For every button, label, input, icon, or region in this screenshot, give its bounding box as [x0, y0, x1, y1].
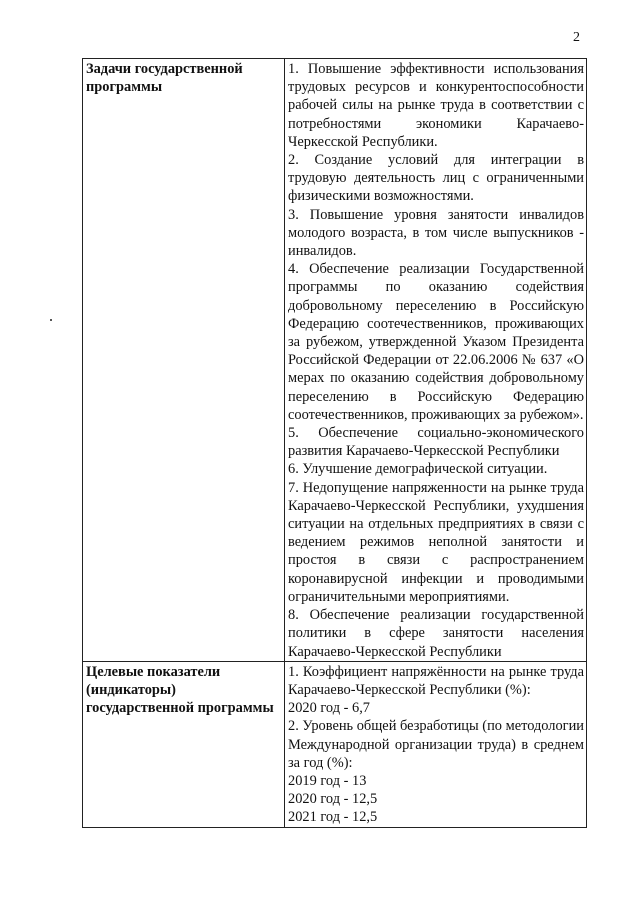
row-content-indicators [285, 661, 587, 827]
page-number: 2 [573, 30, 580, 45]
table-row-indicators [83, 661, 587, 827]
indicator-item-2: 2. Уровень общей безработицы (по методологии Международной организации труда) в среднем за год (%): [288, 718, 584, 771]
task-item-3: 3. Повышение уровня занятости инвалидов молодого возраста, в том числе выпускников - инвалидов. [288, 206, 584, 260]
task-item-2: 2. Создание условий для интеграции в трудовую деятельность лиц с ограниченными физическими возможностями. [288, 152, 584, 205]
task-item-5: 5. Обеспечение социально-экономического развития Карачаево-Черкесской Республики [288, 425, 584, 460]
indicator-value-2021: 2021 год - 12,5 [288, 809, 378, 826]
task-item-1: 1. Повышение эффективности использования трудовых ресурсов и конкурентоспособности рабочей силы на рынке труда в соответствии с потребностями экономики Карачаево-Черкесской Республики. [288, 61, 584, 150]
indicator-value-2020: 2020 год - 6,7 [288, 700, 371, 717]
task-item-6: 6. Улучшение демографической ситуации. [288, 461, 548, 478]
table-row-tasks [83, 59, 587, 662]
indicator-value-2020-b: 2020 год - 12,5 [288, 791, 378, 808]
indicator-value-2019: 2019 год - 13 [288, 772, 367, 789]
scan-dot [50, 319, 52, 321]
row-content-tasks [285, 59, 587, 662]
task-item-7: 7. Недопущение напряженности на рынке труда Карачаево-Черкесской Республики, ухудшения ситуации на отдельных предприятиях в связи с ведением режимов неполной занятости и простоя в связи с распространением коронавирусной инфекции и проводимыми ограничительными мероприятиями. [288, 479, 584, 605]
indicator-item-1: 1. Коэффициент напряжённости на рынке труда Карачаево-Черкесской Республики (%): [288, 663, 584, 698]
program-passport-table [82, 58, 587, 828]
task-item-4: 4. Обеспечение реализации Государственной программы по оказанию содействия добровольному переселению в Российскую Федерацию соотечественников, проживающих за рубежом, утвержденной Указом Президента Российской Федерации от 22.06.2006 № 637 «О мерах по оказанию содействия добровольному переселению в Российскую Федерацию соотечественников, проживающих за рубежом». [288, 261, 584, 423]
task-item-8: 8. Обеспечение реализации государственной политики в сфере занятости населения Карачаево-Черкесской Республики [288, 607, 584, 660]
row-label-indicators: Целевые показатели (индикаторы) государственной программы [83, 661, 285, 827]
row-label-tasks: Задачи государственной программы [83, 59, 285, 662]
